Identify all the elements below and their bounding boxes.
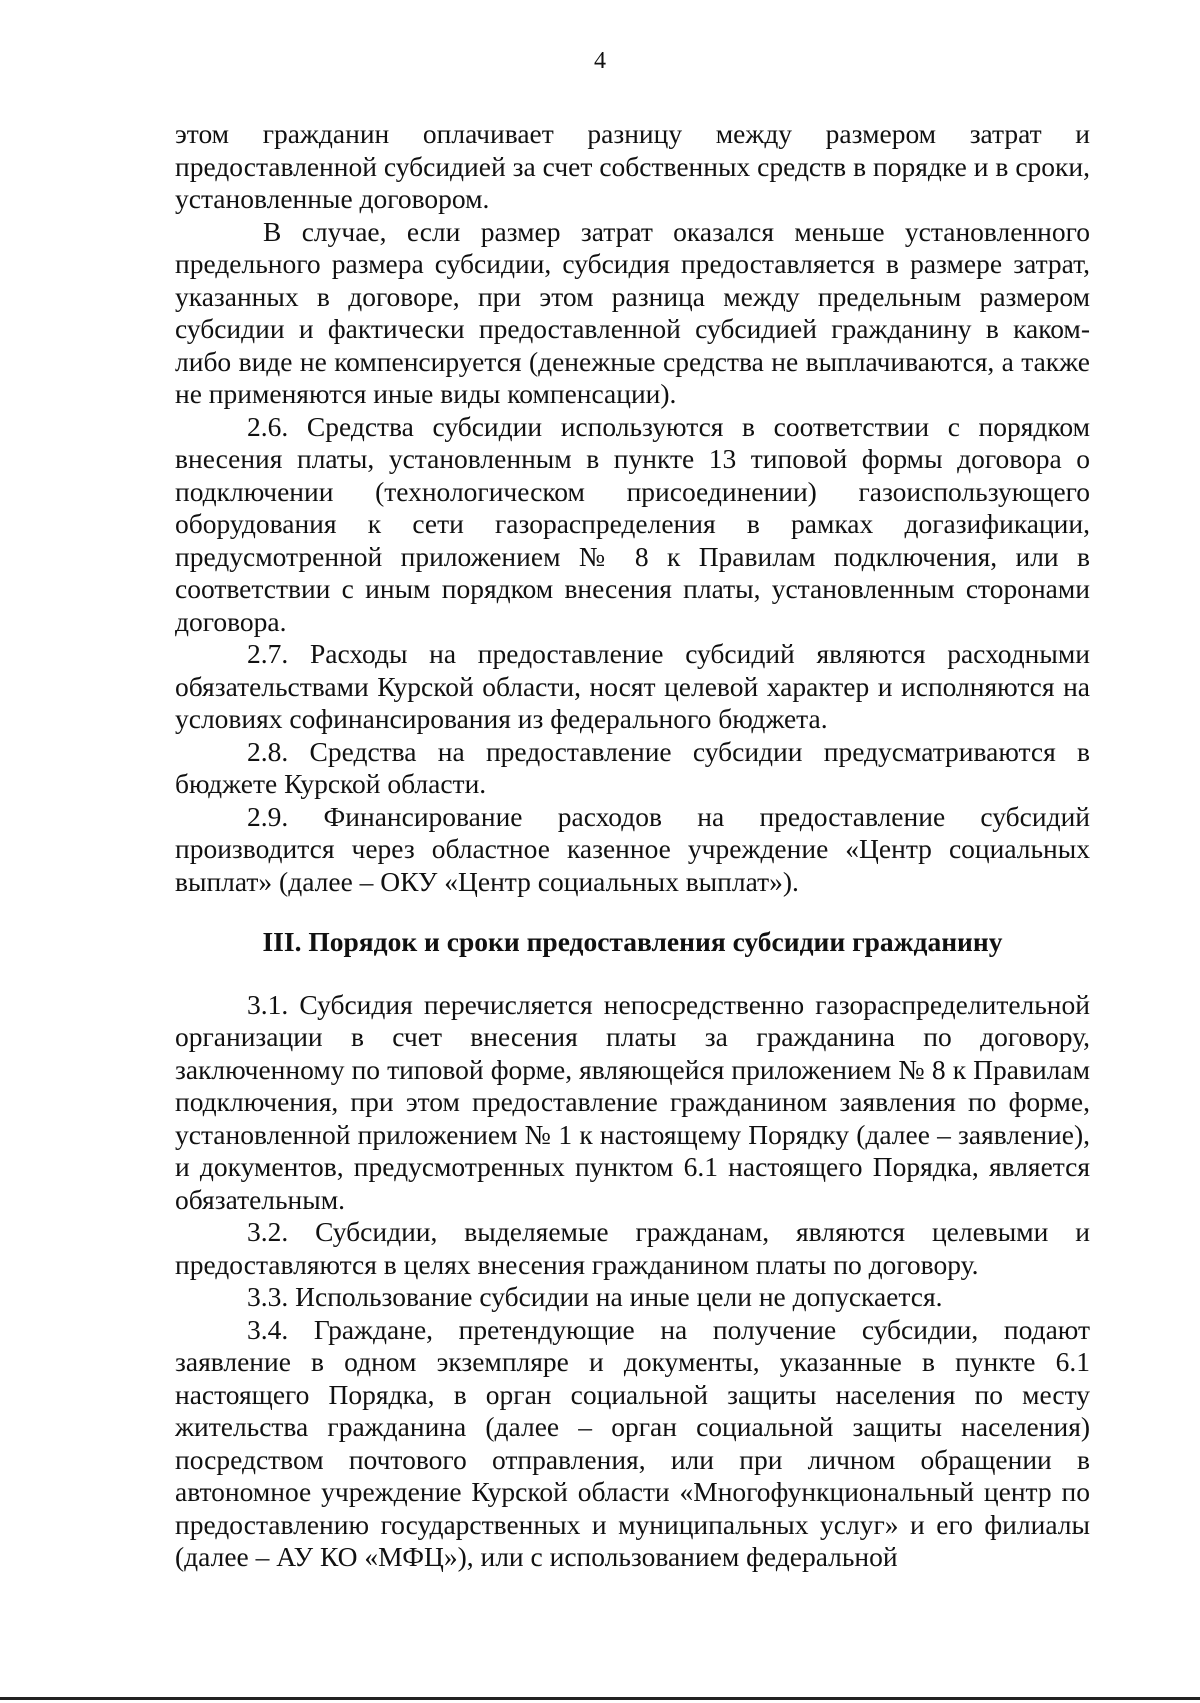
paragraph-3-1: 3.1. Субсидия перечисляется непосредственно газораспределительной организации в счет внесения платы за гражданина по договору, заключенному по типовой форме, являющейся приложением № 8 к Правилам подключения, при этом предоставление гражданином заявления по форме, установленной приложением № 1 к настоящему Порядку (далее – заявление), и документов, предусмотренных пунктом 6.1 настоящего Порядка, является обязательным. [175, 988, 1090, 1215]
paragraph-2-9: 2.9. Финансирование расходов на предоставление субсидий производится через областное казенное учреждение «Центр социальных выплат» (далее – ОКУ «Центр социальных выплат»). [175, 800, 1090, 897]
paragraph-3-4: 3.4. Граждане, претендующие на получение субсидии, подают заявление в одном экземпляре и документы, указанные в пункте 6.1 настоящего Порядка, в орган социальной защиты населения по месту жительства гражданина (далее – орган социальной защиты населения) посредством почтового отправления, или при личном обращении в автономное учреждение Курской области «Многофункциональный центр по предоставлению государственных и муниципальных услуг» и его филиалы (далее – АУ КО «МФЦ»), или с использованием федеральной [175, 1313, 1090, 1572]
scan-bottom-edge [0, 1697, 1200, 1700]
paragraph-3-2: 3.2. Субсидии, выделяемые гражданам, являются целевыми и предоставляются в целях внесения гражданином платы по договору. [175, 1216, 1090, 1280]
page-number: 4 [594, 48, 606, 74]
paragraph-2-8: 2.8. Средства на предоставление субсидии предусматриваются в бюджете Курской области. [175, 735, 1090, 799]
paragraph-3-3: 3.3. Использование субсидии на иные цели не допускается. [247, 1281, 943, 1312]
paragraph-continuation: этом гражданин оплачивает разницу между размером затрат и предоставленной субсидией за счет собственных средств в порядке и в сроки, установленные договором. [175, 118, 1090, 214]
paragraph-2-6: 2.6. Средства субсидии используются в соответствии с порядком внесения платы, установленным в пункте 13 типовой формы договора о подключении (технологическом присоединении) газоиспользующего оборудования к сети газораспределения в рамках догазификации, предусмотренной приложением № 8 к Правилам подключения, или в соответствии с иным порядком внесения платы, установленным сторонами договора. [175, 410, 1090, 637]
section-heading: III. Порядок и сроки предоставления субсидии гражданину [262, 926, 1003, 957]
paragraph-cost-less: В случае, если размер затрат оказался меньше установленного предельного размера субсидии, субсидия предоставляется в размере затрат, указанных в договоре, при этом разница между предельным размером субсидии и фактически предоставленной субсидией гражданину в каком-либо виде не компенсируется (денежные средства не выплачиваются, а также не применяются иные виды компенсации). [175, 215, 1090, 409]
paragraph-2-7: 2.7. Расходы на предоставление субсидий являются расходными обязательствами Курской области, носят целевой характер и исполняются на условиях софинансирования из федерального бюджета. [175, 638, 1090, 734]
document-body [175, 118, 1090, 1574]
